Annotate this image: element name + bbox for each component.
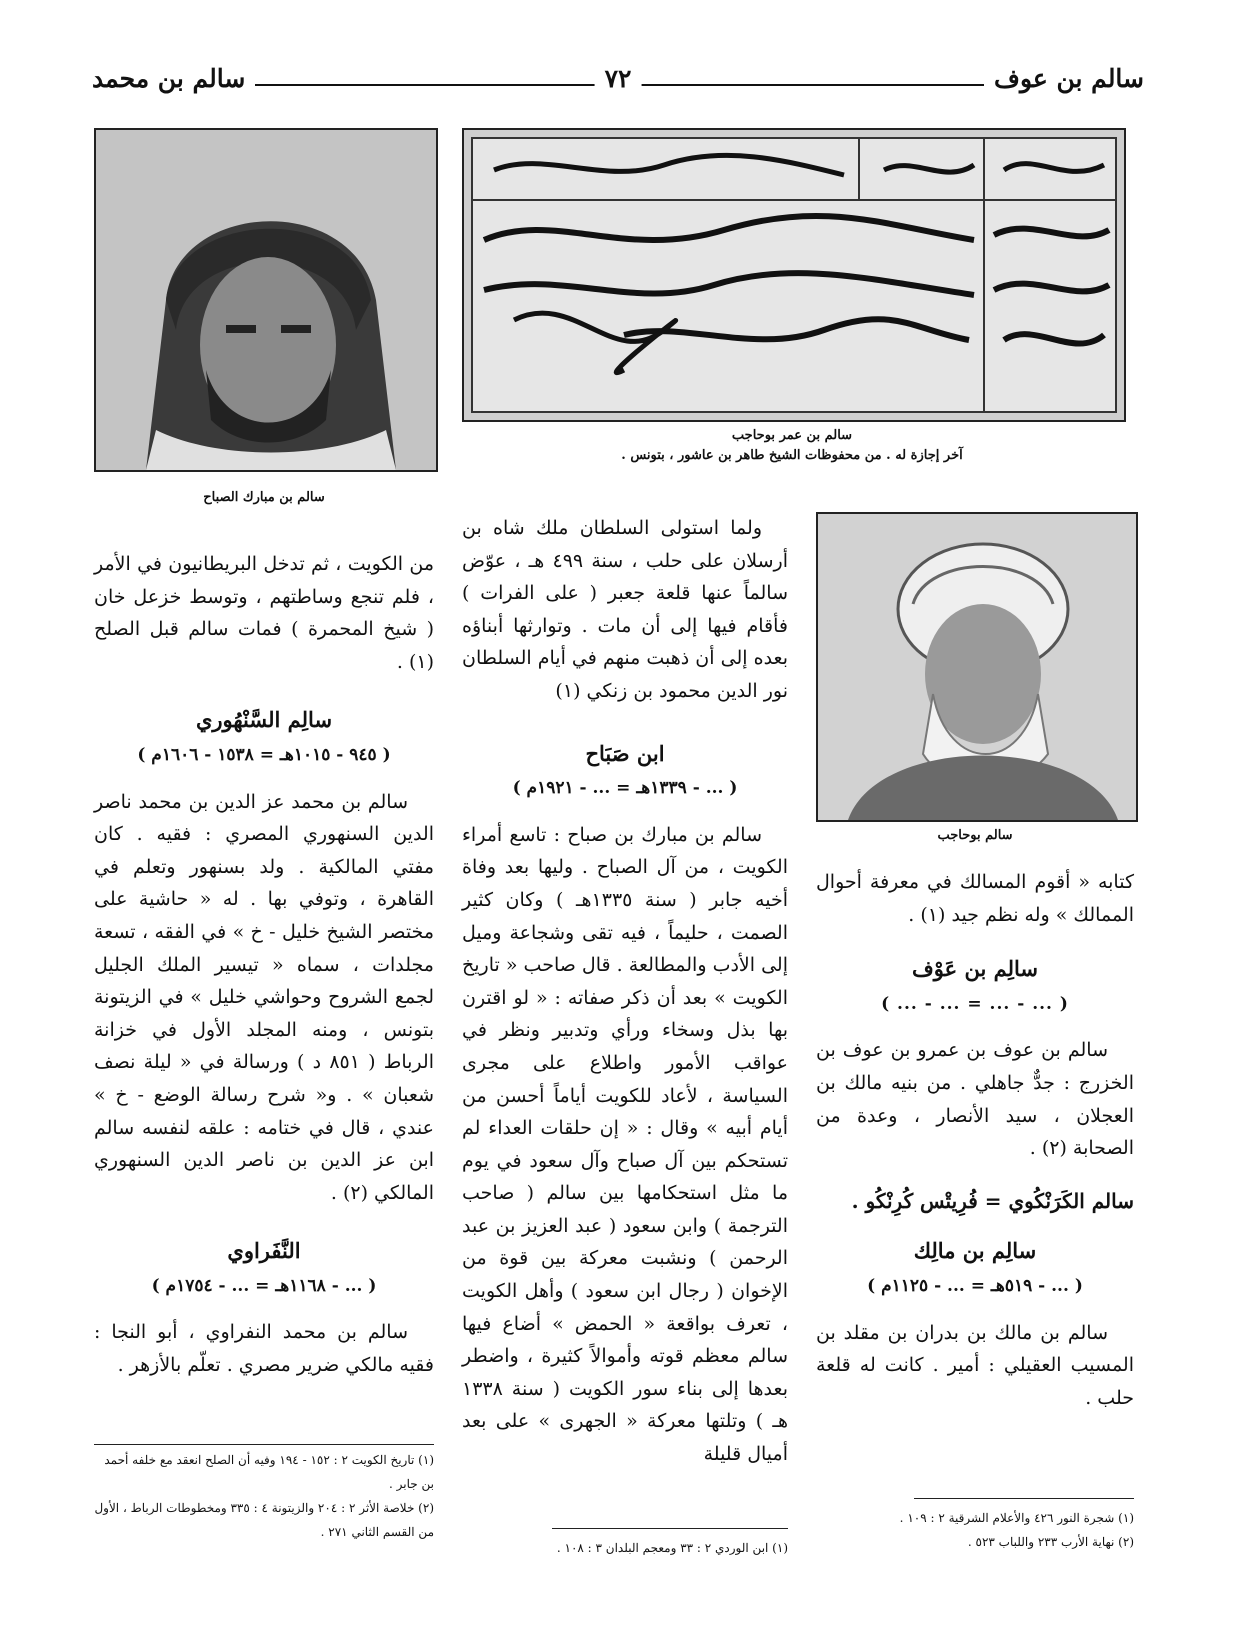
entry-title-salem-bin-awf: سالِم بن عَوْف bbox=[912, 956, 1038, 982]
manuscript-caption-name: سالم بن عمر بوحاجب bbox=[731, 428, 853, 443]
entry-title-salem-bin-malik: سالِم بن مالِك bbox=[913, 1238, 1037, 1264]
header-left-title: سالم بن محمد bbox=[92, 64, 255, 93]
manuscript-image bbox=[462, 128, 1126, 422]
page-number: ٧٢ bbox=[595, 64, 642, 93]
entry-body-ibn-sabah: سالم بن مبارك بن صباح : تاسع أمراء الكويت ، من آل الصباح . وليها بعد وفاة أخيه جابر ( سنة ١٣٣٥هـ ) وكان كثير الصمت ، حليماً ، فيه تقى وشجاعة وميل إلى الأدب والمطالعة . قال صاحب « تاريخ الكويت » بعد أن ذكر صفاته : « لو اقترن بها بذل وسخاء ورأي وتدبير ونظر في عواقب الأمور واطلاع على مجرى السياسة ، لأعاد للكويت أياماً أحسن من أيام أبيه » وقال : « إن حلقات العداء لم تستحكم بين آل صباح وآل سعود في يوم ما مثل استحكامها بين سالم ( صاحب الترجمة ) وابن سعود ( عبد العزيز بن عبد الرحمن ) ونشبت معركة بين قوة من الإخوان ( رجال ابن سعود ) وأهل الكويت ، تعرف بواقعة « الحمض » أضاع فيها سالم معظم قوته وأموالاً كثيرة ، واضطر بعدها إلى بناء سور الكويت ( سنة ١٣٣٨ هـ ) وتلتها معركة « الجهرى » على بعد أميال قليلة bbox=[462, 823, 788, 1466]
footnote-item: (٢) نهاية الأرب ٢٣٣ واللباب ٥٢٣ . bbox=[967, 1535, 1134, 1549]
portrait-salem-sabah-caption: سالم بن مبارك الصباح bbox=[203, 490, 325, 505]
entry-dates-salem-bin-malik: ( ... - ٥١٩هـ = ... - ١١٢٥م ) bbox=[867, 1275, 1083, 1296]
middle-footnote-rule bbox=[552, 1528, 788, 1529]
page-header bbox=[92, 62, 1144, 102]
right-footnotes bbox=[816, 1506, 1134, 1554]
portrait-salem-bouhajeb-caption: سالم بوحاجب bbox=[937, 828, 1013, 843]
footnote-item: (١) شجرة النور ٤٢٦ والأعلام الشرقية ٢ : ١٠٩ . bbox=[899, 1511, 1134, 1525]
middle-column bbox=[462, 512, 788, 1471]
entry-body-salem-bin-malik: سالم بن مالك بن بدران بن مقلد بن المسيب العقيلي : أمير . كانت له قلعة حلب . bbox=[816, 1321, 1134, 1409]
right-footnote-rule bbox=[914, 1498, 1134, 1499]
entry-body-salem-bin-awf: سالم بن عوف بن عمرو بن عوف بن الخزرج : جدٌّ جاهلي . من بنيه مالك بن العجلان ، سيد الأنصار ، وعدة من الصحابة (٢) . bbox=[816, 1039, 1134, 1160]
portrait-salem-sabah bbox=[94, 128, 438, 472]
entry-dates-salem-bin-awf: ( ... - ... = ... - ... ) bbox=[881, 993, 1069, 1014]
footnote-item: (٢) خلاصة الأثر ٢ : ٢٠٤ والزيتونة ٤ : ٣٣٥ ومخطوطات الرباط ، الأول من القسم الثاني ٢٧١ . bbox=[94, 1501, 434, 1539]
entry-body-salem-sanhouri: سالم بن محمد عز الدين بن محمد ناصر الدين السنهوري المصري : فقيه . كان مفتي المالكية . ولد بسنهور وتعلم في القاهرة ، وتوفي بها . له « حاشية على مختصر الشيخ خليل - خ » في الفقه ، تسعة مجلدات ، سماه « تيسير الملك الجليل لجمع الشروح وحواشي خليل » في الزيتونة بتونس ، ومنه المجلد الأول في خزانة الرباط ( ٨٥١ د ) ورسالة في « ليلة نصف شعبان » . و« شرح رسالة الوضع - خ » عندي ، قال في ختامه : علقه لنفسه سالم ابن عز الدين بن ناصر الدين السنهوري المالكي (٢) . bbox=[94, 790, 434, 1204]
right-column-intro: كتابه « أقوم المسالك في معرفة أحوال الممالك » وله نظم جيد (١) . bbox=[816, 871, 1134, 926]
left-column-intro: من الكويت ، ثم تدخل البريطانيون في الأمر ، فلم تنجع وساطتهم ، وتوسط خزعل خان ( شيخ المحمرة ) فمات سالم قبل الصلح (١) . bbox=[94, 553, 434, 673]
manuscript-caption bbox=[462, 426, 1122, 466]
crossref-salem-karankawi: سالم الكَرَنْكُوي = فُرِيتْس كُرِنْكُو . bbox=[851, 1188, 1134, 1213]
footnote-item: (١) ابن الوردي ٢ : ٣٣ ومعجم البلدان ٣ : ١٠٨ . bbox=[556, 1541, 788, 1555]
left-column bbox=[94, 548, 434, 1382]
entry-dates-ibn-sabah: ( ... - ١٣٣٩هـ = ... - ١٩٢١م ) bbox=[512, 778, 738, 799]
entry-title-salem-sanhouri: سالِم السَّنْهُوري bbox=[195, 707, 333, 733]
entry-title-nafrawi: النَّفَراوي bbox=[227, 1238, 301, 1264]
header-right-title: سالم بن عوف bbox=[984, 64, 1144, 93]
left-footnotes bbox=[94, 1448, 434, 1544]
middle-footnotes bbox=[462, 1536, 788, 1560]
right-column bbox=[816, 866, 1134, 1414]
footnote-item: (١) تاريخ الكويت ٢ : ١٥٢ - ١٩٤ وفيه أن الصلح انعقد مع خلفه أحمد بن جابر . bbox=[104, 1453, 434, 1491]
entry-dates-nafrawi: ( ... - ١١٦٨هـ = ... - ١٧٥٤م ) bbox=[151, 1275, 377, 1296]
portrait-salem-bouhajeb bbox=[816, 512, 1138, 822]
entry-title-ibn-sabah: ابن صَبَاح bbox=[585, 740, 665, 766]
middle-column-intro: ولما استولى السلطان ملك شاه بن أرسلان على حلب ، سنة ٤٩٩ هـ ، عوّض سالماً عنها قلعة جعبر ( على الفرات ) فأقام فيها إلى أن مات . وتوارثها أبناؤه بعده إلى أن ذهبت منهم في أيام السلطان نور الدين محمود بن زنكي (١) bbox=[462, 517, 788, 702]
manuscript-caption-source: آخر إجازة له . من محفوظات الشيخ طاهر بن عاشور ، بتونس . bbox=[621, 448, 963, 463]
entry-body-nafrawi: سالم بن محمد النفراوي ، أبو النجا : فقيه مالكي ضرير مصري . تعلّم بالأزهر . bbox=[94, 1321, 434, 1377]
left-footnote-rule bbox=[94, 1444, 434, 1445]
entry-dates-salem-sanhouri: ( ٩٤٥ - ١٠١٥هـ = ١٥٣٨ - ١٦٠٦م ) bbox=[137, 744, 391, 765]
